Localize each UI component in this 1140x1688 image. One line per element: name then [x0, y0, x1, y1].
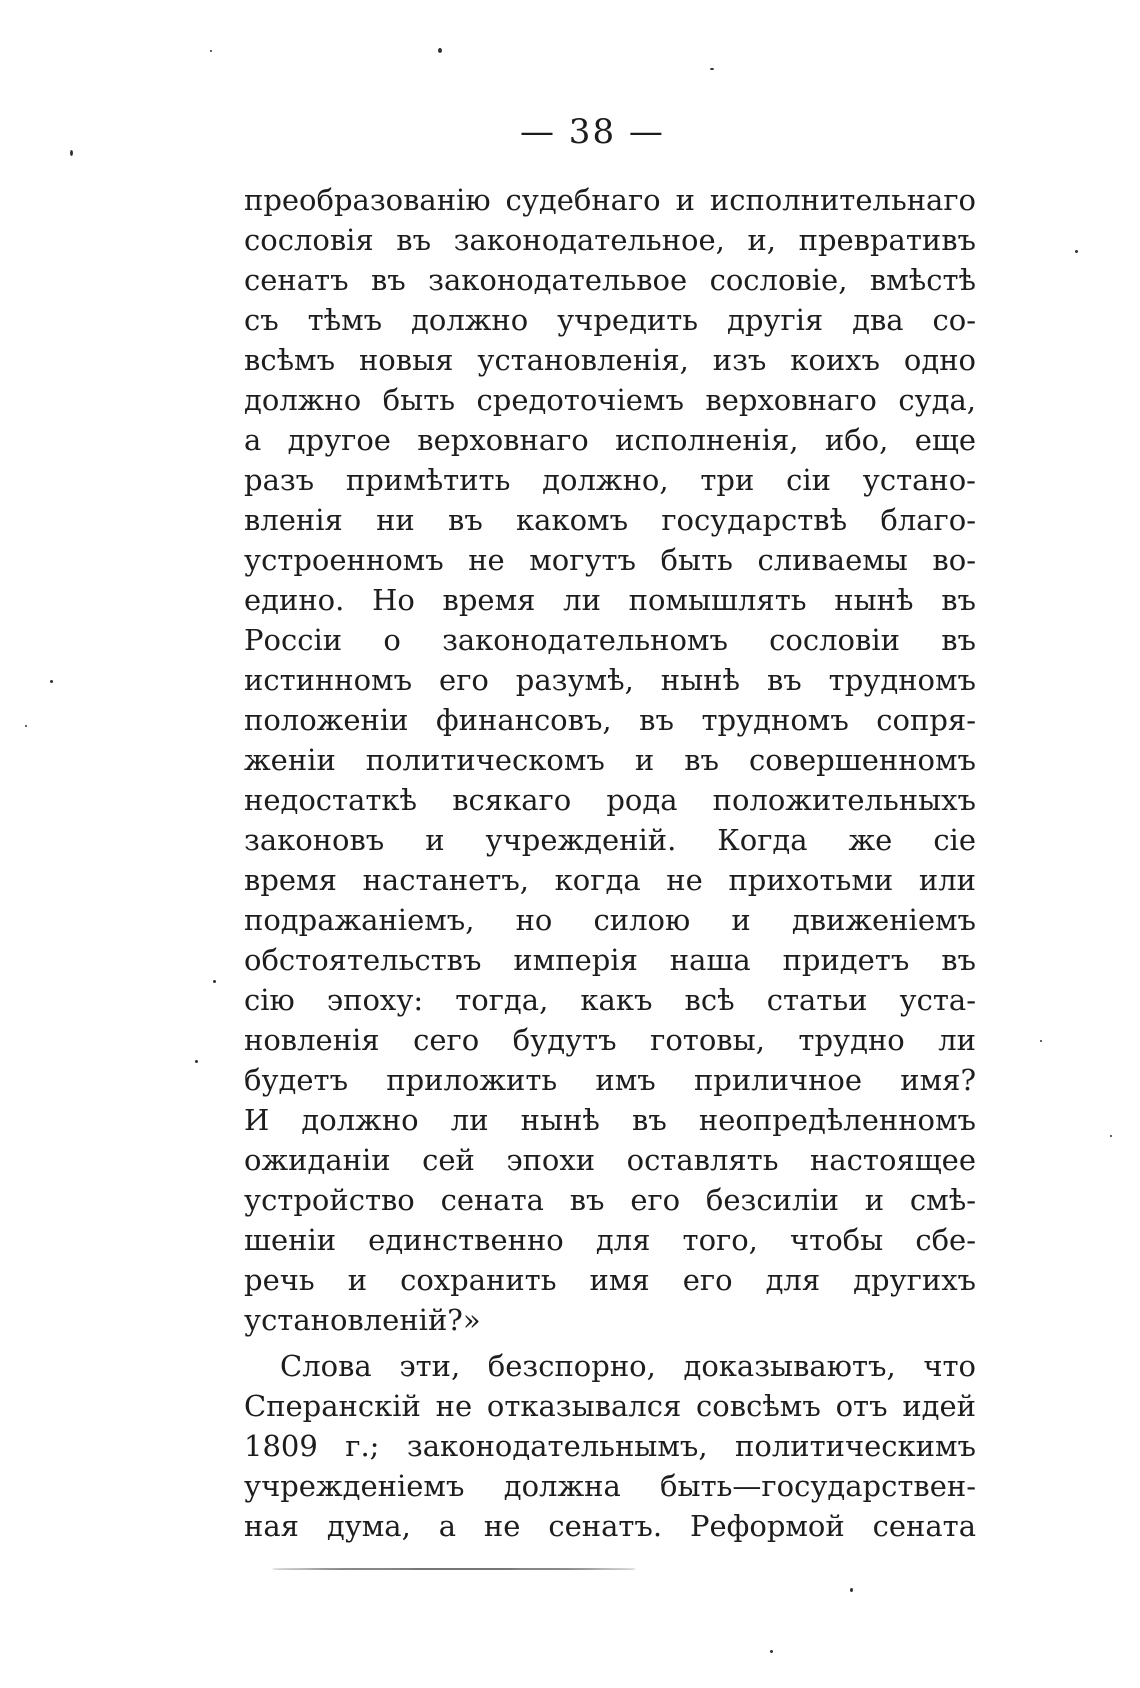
ink-speck [1040, 1040, 1042, 1042]
text-line: Слова эти, безспорно, доказываютъ, что [280, 1349, 976, 1383]
text-line: а другое верховнаго исполненія, ибо, еще [244, 423, 976, 457]
ink-underline [272, 1568, 636, 1570]
text-line: вленія ни въ какомъ государствѣ благо- [244, 503, 976, 537]
text-line: ожиданіи сей эпохи оставлять настоящее [244, 1143, 976, 1177]
ink-speck [1110, 1135, 1112, 1137]
text-line: Россіи о законодательномъ сословіи въ [244, 623, 976, 657]
ink-speck [850, 1588, 853, 1592]
text-line: истинномъ его разумѣ, нынѣ въ трудномъ [244, 663, 976, 697]
text-line: устроенномъ не могутъ быть сливаемы во- [244, 543, 976, 577]
body-text [244, 180, 976, 1546]
page-number: — 38 — [520, 112, 665, 152]
text-line: И должно ли нынѣ въ неопредѣленномъ [244, 1103, 976, 1137]
text-line: будетъ приложить имъ приличное имя? [244, 1063, 976, 1097]
text-line: сословія въ законодательное, и, превративъ [244, 223, 976, 257]
ink-speck [50, 680, 53, 683]
ink-speck [710, 68, 714, 70]
text-line: шеніи единственно для того, чтобы сбе- [244, 1223, 976, 1257]
text-line: ная дума, а не сенатъ. Реформой сената [244, 1509, 976, 1543]
ink-speck [195, 1060, 198, 1063]
text-line: новленія сего будутъ готовы, трудно ли [244, 1023, 976, 1057]
text-line: сенатъ въ законодательвое сословіе, вмѣстѣ [244, 263, 976, 297]
text-line: всѣмъ новыя установленія, изъ коихъ одно [244, 343, 976, 377]
ink-speck [1075, 250, 1078, 253]
text-line: едино. Но время ли помышлять нынѣ въ [244, 583, 976, 617]
text-line: недостаткѣ всякаго рода положительныхъ [244, 783, 976, 817]
ink-speck [210, 50, 212, 52]
ink-speck [770, 1650, 773, 1653]
text-line: должно быть средоточіемъ верховнаго суда, [244, 383, 976, 417]
text-line: учрежденіемъ должна быть—государствен- [244, 1469, 976, 1503]
text-line: Сперанскій не отказывался совсѣмъ отъ идей [244, 1389, 976, 1423]
text-line: время настанетъ, когда не прихотьми или [244, 863, 976, 897]
ink-speck [438, 48, 442, 53]
text-line: устройство сената въ его безсиліи и смѣ- [244, 1183, 976, 1217]
text-line: положеніи финансовъ, въ трудномъ сопря- [244, 703, 976, 737]
text-line: съ тѣмъ должно учредить другія два со- [244, 303, 976, 337]
ink-speck [70, 150, 73, 156]
text-line: женіи политическомъ и въ совершенномъ [244, 743, 976, 777]
text-line: установленій?» [244, 1303, 481, 1337]
text-line: сію эпоху: тогда, какъ всѣ статьи уста- [244, 983, 976, 1017]
text-line: подражаніемъ, но силою и движеніемъ [244, 903, 976, 937]
text-line: законовъ и учрежденій. Когда же сіе [244, 823, 976, 857]
text-line: 1809 г.; законодательнымъ, политическимъ [244, 1429, 976, 1463]
ink-speck [25, 725, 27, 727]
text-line: разъ примѣтить должно, три сіи устано- [244, 463, 976, 497]
ink-speck [213, 980, 216, 983]
text-line: обстоятельствъ имперія наша придетъ въ [244, 943, 976, 977]
text-line: речь и сохранить имя его для другихъ [244, 1263, 976, 1297]
text-line: преобразованію судебнаго и исполнительнаго [244, 183, 976, 217]
